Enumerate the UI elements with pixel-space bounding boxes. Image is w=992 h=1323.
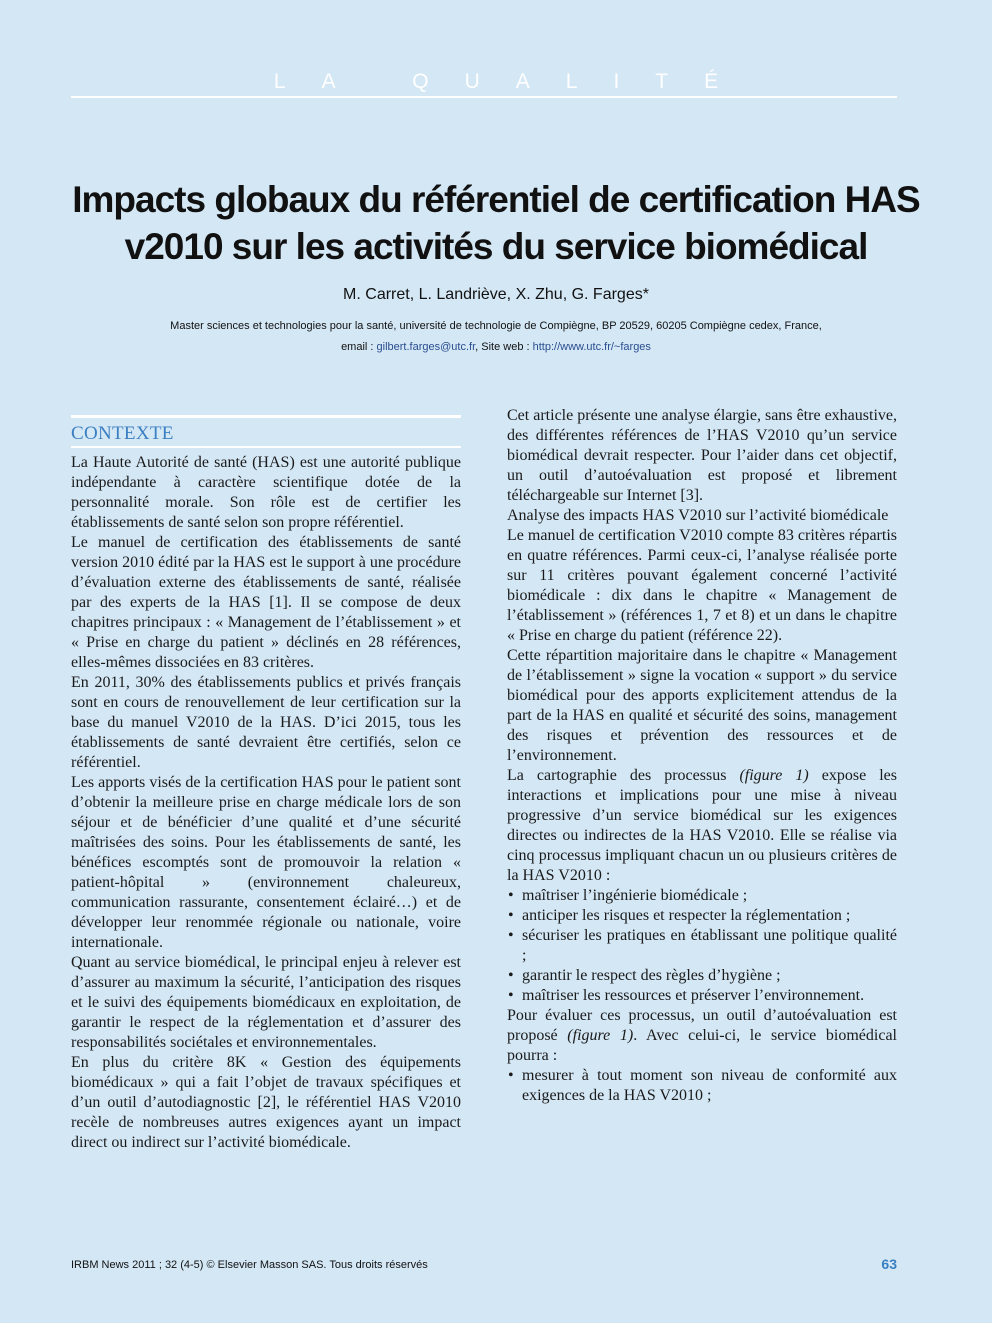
- author-list: M. Carret, L. Landriève, X. Zhu, G. Farges*: [343, 286, 649, 303]
- paragraph: En plus du critère 8K « Gestion des équipements biomédicaux » qui a fait l’objet de travaux spécifiques et d’un outil d’autodiagnostic [2], le référentiel HAS V2010 recèle de nombreuses autres exigences ayant un impact direct ou indirect sur l’activité biomédicale.: [71, 1054, 461, 1151]
- paragraph: Cette répartition majoritaire dans le chapitre « Management de l’établissement » signe la vocation « support » du service biomédical pour des apports explicitement attendus de la part de la HAS en qualité et sécurité des soins, management des risques et prévention des ressources et de l’environnement.: [507, 647, 897, 764]
- paragraph: En 2011, 30% des établissements publics et privés français sont en cours de renouvellement de leur certification sur la base du manuel V2010 de la HAS. D’ici 2015, tous les établissements de santé devraient être certifiés, selon ce référentiel.: [71, 674, 461, 771]
- paragraph: Quant au service biomédical, le principal enjeu à relever est d’assurer au maximum la sécurité, l’anticipation des risques et le suivi des équipements biomédicaux en exploitation, de garantir le respect de la réglementation et d’assurer des responsabilités sociétales et environnementales.: [71, 954, 461, 1051]
- section-divider-top: [71, 415, 461, 418]
- text-run: expose les interactions et implications pour une mise à niveau progressive d’un service biomédical sur les exigences directes ou indirectes de la HAS V2010. Elle se réalise via cinq processus impliquant chacun un ou plusieurs critères de la HAS V2010 :: [507, 767, 898, 884]
- paragraph: Cet article présente une analyse élargie, sans être exhaustive, des différentes références de l’HAS V2010 qu’un service biomédical devrait respecter. Pour l’aider dans cet objectif, un outil d’autoévaluation est proposé et librement téléchargeable sur Internet [3].: [507, 407, 897, 504]
- contact-line: [0, 337, 992, 358]
- website-link[interactable]: http://www.utc.fr/~farges: [532, 341, 651, 353]
- figure-reference: (figure 1): [567, 1027, 634, 1044]
- list-item: • maîtriser l’ingénierie biomédicale ;: [507, 886, 897, 906]
- paragraph: [507, 1006, 897, 1066]
- header-divider: [71, 96, 897, 98]
- text-run: Pour évaluer ces processus, un outil d’autoévaluation est proposé: [507, 1007, 897, 1044]
- paragraph: [507, 766, 897, 886]
- page-number: 63: [881, 1256, 897, 1272]
- affiliation-address: Master sciences et technologies pour la santé, université de technologie de Compiègne, BP 20529, 60205 Compiègne cedex, France,: [170, 320, 822, 332]
- subheading: Analyse des impacts HAS V2010 sur l’activité biomédicale: [507, 507, 889, 524]
- list-item: • garantir le respect des règles d’hygiène ;: [507, 966, 897, 986]
- paragraph: La Haute Autorité de santé (HAS) est une autorité publique indépendante à caractère scientifique dotée de la personnalité morale. Son rôle est de certifier les établissements de santé selon son propre référentiel.: [71, 454, 461, 531]
- journal-citation: IRBM News 2011 ; 32 (4-5) © Elsevier Masson SAS. Tous droits réservés: [71, 1259, 428, 1271]
- figure-reference: (figure 1): [739, 767, 809, 784]
- email-link[interactable]: gilbert.farges@utc.fr: [376, 341, 476, 353]
- list-item: • mesurer à tout moment son niveau de conformité aux exigences de la HAS V2010 ;: [507, 1066, 897, 1106]
- list-item: • anticiper les risques et respecter la réglementation ;: [507, 906, 897, 926]
- list-item: • sécuriser les pratiques en établissant une politique qualité ;: [507, 926, 897, 966]
- email-label: email :: [341, 341, 377, 353]
- section-heading-contexte: CONTEXTE: [71, 423, 174, 444]
- rubric-label: LA QUALITÉ: [273, 70, 755, 93]
- section-divider-bottom: [71, 446, 461, 448]
- affiliation-block: [0, 316, 992, 358]
- text-run: . Avec celui-ci, le service biomédical pourra :: [507, 1027, 898, 1064]
- process-list: [507, 886, 897, 1006]
- paragraph: Le manuel de certification V2010 compte 83 critères répartis en quatre références. Parmi ceux-ci, l’analyse réalisée porte sur 11 critères pouvant également concerné l’activité biomédicale : dix dans le chapitre « Management de l’établissement » (références 1, 7 et 8) et un dans le chapitre « Prise en charge du patient (référence 22).: [507, 527, 897, 644]
- article-title: Impacts globaux du référentiel de certification HAS v2010 sur les activités du service biomédical: [72, 179, 920, 267]
- web-label: , Site web :: [475, 341, 533, 353]
- list-item: • maîtriser les ressources et préserver l’environnement.: [507, 986, 897, 1006]
- left-column: [71, 453, 461, 1153]
- paragraph: Les apports visés de la certification HAS pour le patient sont d’obtenir la meilleure prise en charge médicale lors de son séjour et de bénéficier d’une qualité et d’une sécurité maîtrisées des soins. Pour les établissements de santé, les bénéfices escomptés sont de promouvoir la relation « patient-hôpital » (environnement chaleureux, communication rassurante, consentement éclairé…) et de développer leur renommée régionale ou nationale, voire internationale.: [71, 774, 461, 951]
- capability-list: [507, 1066, 897, 1106]
- right-column: [507, 406, 897, 1106]
- paragraph: Le manuel de certification des établissements de santé version 2010 édité par la HAS est le support à une procédure d’évaluation externe des établissements de santé, réalisée par des experts de la HAS [1]. Il se compose de deux chapitres principaux : « Management de l’établissement » et « Prise en charge du patient » déclinés en 28 références, elles-mêmes dissociées en 83 critères.: [71, 534, 461, 671]
- text-run: La cartographie des processus: [507, 767, 740, 784]
